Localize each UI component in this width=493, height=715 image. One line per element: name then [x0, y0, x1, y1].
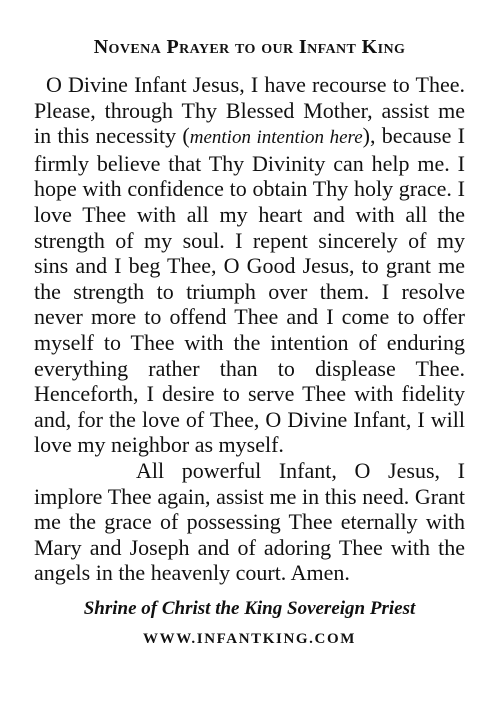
paragraph-1-text-start: O Divine Infant Jesus, I have recourse to Thee. Please, through Thy Blessed Mother, assist me in this necessity ( [34, 72, 465, 149]
paragraph-1-text-end: ), because I firmly believe that Thy Divinity can help me. I hope with confidence to obtain Thy holy grace. I love Thee with all my heart and with all the strength of my soul. I repent sincerely of my sins and I beg Thee, O Good Jesus, to grant me the strength to triumph over them. I resolve never more to offend Thee and I come to offer myself to Thee with the intention of enduring everything rather than to displease Thee. Henceforth, I desire to serve Thee with fidelity and, for the love of Thee, O Divine Infant, I will love my neighbor as myself. [34, 123, 465, 458]
intention-note: mention intention here [189, 127, 363, 149]
prayer-paragraph-1 [34, 72, 465, 458]
card-footer [34, 596, 465, 650]
prayer-paragraph-2: All powerful Infant, O Jesus, I implore Thee again, assist me in this need. Grant me the grace of possessing Thee eternally with Mary and Joseph and of adoring Thee with the angels in the heavenly court. Amen. [34, 457, 465, 586]
prayer-body [34, 72, 465, 586]
prayer-title: Novena Prayer to our Infant King [93, 36, 406, 58]
website-url: WWW.INFANTKING.COM [143, 630, 356, 647]
shrine-name: Shrine of Christ the King Sovereign Priest [83, 597, 416, 619]
